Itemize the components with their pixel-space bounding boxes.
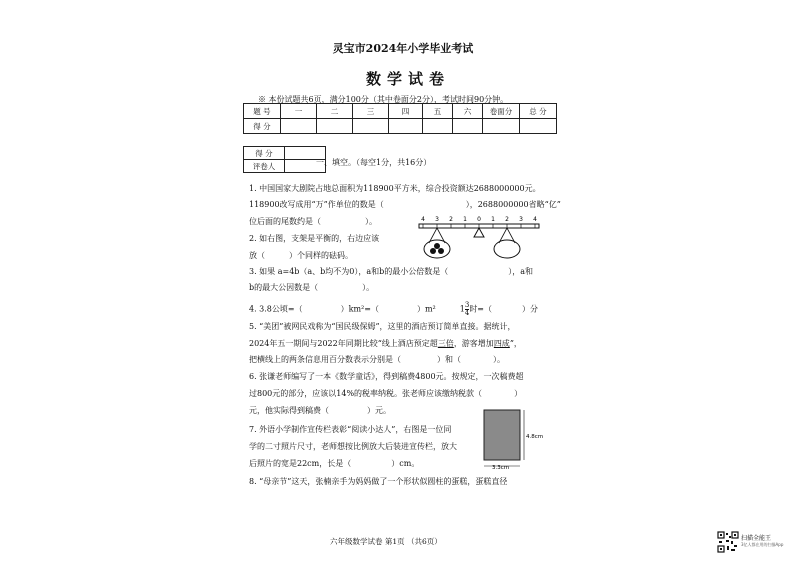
question-text: ）m² <box>416 304 436 314</box>
question-line <box>249 283 374 293</box>
grader-label: 评卷人 <box>244 160 285 173</box>
question-text: 4. 3.8公顷=（ <box>249 304 303 314</box>
score-cell: 三 <box>353 104 389 119</box>
score-cell: 五 <box>423 104 453 119</box>
question-text: ）cm。 <box>391 459 420 468</box>
question-text: ）元。 <box>367 406 391 415</box>
page-footer: 六年级数学试卷 第1页 （共6页） <box>330 537 442 546</box>
question-line <box>249 459 419 469</box>
question-text: ）。 <box>365 217 377 226</box>
fraction-numerator: 3 <box>464 301 470 309</box>
question-line <box>249 389 522 399</box>
question-line: 8. “母亲节”这天，张楠亲手为妈妈做了一个形状似圆柱的蛋糕，蛋糕直径 <box>249 477 508 486</box>
photo-height-label: 4.8cm <box>526 434 544 440</box>
scale-label: 4 <box>533 216 537 223</box>
question-line: 学的二寸照片尺寸，老师想按比例放大后装进宣传栏，放大 <box>249 442 457 451</box>
question-text: ）个同样的砝码。 <box>289 251 353 260</box>
photo-size-figure <box>480 408 545 472</box>
question-line <box>249 251 353 261</box>
question-text: ”， <box>509 339 522 348</box>
question-text: ）km²=（ <box>340 304 379 314</box>
question-line <box>249 406 391 416</box>
question-line: 7. 外语小学制作宣传栏表彰“阅读小达人”，右图是一位同 <box>249 425 452 434</box>
question-text: ）。 <box>362 283 375 292</box>
subject-title: 数学试卷 <box>365 70 450 88</box>
question-line <box>249 217 377 227</box>
score-table-score-row <box>244 119 557 134</box>
score-row-label: 得 分 <box>244 119 281 134</box>
score-input-cell[interactable] <box>317 119 353 134</box>
question-text: 过800元的部分，应该以14%的税率纳税。张老师应该缴纳税款（ <box>249 389 483 398</box>
score-input-cell[interactable] <box>520 119 557 134</box>
exam-title: 灵宝市2024年小学毕业考试 <box>332 42 474 55</box>
question-text: 把横线上的两条信息用百分数表示分别是（ <box>249 355 401 364</box>
question-text: ）。 <box>493 355 505 364</box>
grader-score-label: 得 分 <box>244 147 285 160</box>
watermark-label: 扫描全能王 <box>741 535 772 542</box>
question-line: 6. 张谦老师编写了一本《数学童话》，得到稿费4800元。按规定，一次稿费超 <box>249 372 524 381</box>
grader-box <box>243 146 326 173</box>
question-text: ，游客增加 <box>453 339 494 348</box>
score-cell: 一 <box>281 104 317 119</box>
question-text: 118900改写成用“万”作单位的数是（ <box>249 200 384 209</box>
question-line: 2. 如右图，支架是平衡的，右边应该 <box>249 234 380 243</box>
scale-label: 3 <box>435 216 439 223</box>
score-cell: 四 <box>389 104 423 119</box>
scale-label: 1 <box>491 216 495 223</box>
weight-icon <box>430 248 436 254</box>
score-table-header-row <box>244 104 557 119</box>
question-line: 1. 中国国家大剧院占地总面积为118900平方米，综合投资额达2688000000元。 <box>249 184 541 193</box>
fulcrum-icon <box>474 228 484 237</box>
scale-label: 4 <box>421 216 425 223</box>
balance-scale-labels <box>421 216 537 223</box>
score-input-cell[interactable] <box>353 119 389 134</box>
mixed-number-whole: 1 <box>459 304 465 314</box>
question-text: 3. 如果 a=4b（a、b均不为0），a和b的最小公倍数是（ <box>249 267 449 276</box>
question-text: ），a和 <box>508 267 534 276</box>
question-line: 5. “美团”被网民戏称为“国民级保姆”，这里的酒店预订简单直接。据统计， <box>249 322 516 331</box>
question-text: ）分 <box>522 304 539 314</box>
question-text: ） <box>514 389 523 398</box>
qr-code-icon <box>717 531 739 553</box>
fraction-denominator: 4 <box>464 309 470 317</box>
score-input-cell[interactable] <box>483 119 520 134</box>
score-table <box>243 103 557 134</box>
question-text: ），2688000000省略“亿” <box>465 200 561 209</box>
question-line <box>249 200 561 210</box>
question-text: 时=（ <box>469 304 493 314</box>
weight-icon <box>438 248 444 254</box>
score-cell: 总 分 <box>520 104 557 119</box>
scanner-watermark <box>741 533 783 548</box>
question-line <box>249 339 522 349</box>
score-cell: 卷面分 <box>483 104 520 119</box>
scale-label: 2 <box>505 216 509 223</box>
score-input-cell[interactable] <box>453 119 483 134</box>
watermark-sub: 3亿人都在用的扫描App <box>741 542 784 547</box>
photo-width-label: 3.3cm <box>492 465 510 471</box>
score-cell: 二 <box>317 104 353 119</box>
scale-label: 1 <box>463 216 467 223</box>
question-text: ）和（ <box>437 355 461 364</box>
question-text: 放（ <box>249 251 265 260</box>
score-input-cell[interactable] <box>389 119 423 134</box>
section-title: 一、填空。（每空1分，共16分） <box>316 158 432 167</box>
scale-label: 3 <box>519 216 523 223</box>
score-input-cell[interactable] <box>281 119 317 134</box>
weight-icon <box>434 243 440 249</box>
scale-label: 2 <box>449 216 453 223</box>
question-text: 2024年五一期间与2022年同期比较“线上酒店预定超 <box>249 339 438 348</box>
underlined-text: 四成 <box>493 339 510 348</box>
score-input-cell[interactable] <box>423 119 453 134</box>
exam-note: ※ 本份试题共6页，满分100分（其中卷面分2分），考试时间90分钟。 <box>258 95 509 104</box>
score-cell: 六 <box>453 104 483 119</box>
scale-label: 0 <box>477 216 481 223</box>
question-text: 位后面的尾数约是（ <box>249 217 321 226</box>
question-text: b的最大公因数是（ <box>249 283 319 292</box>
question-line <box>249 355 505 365</box>
question-text: 元，他实际得到稿费（ <box>249 406 329 415</box>
score-cell: 题 号 <box>244 104 281 119</box>
right-pan-icon <box>494 240 520 258</box>
question-line <box>249 302 538 317</box>
underlined-text: 三倍 <box>437 339 454 348</box>
photo-rectangle <box>484 410 520 460</box>
question-text: 后照片的宽是22cm，长是（ <box>249 459 352 468</box>
question-line <box>249 267 533 277</box>
